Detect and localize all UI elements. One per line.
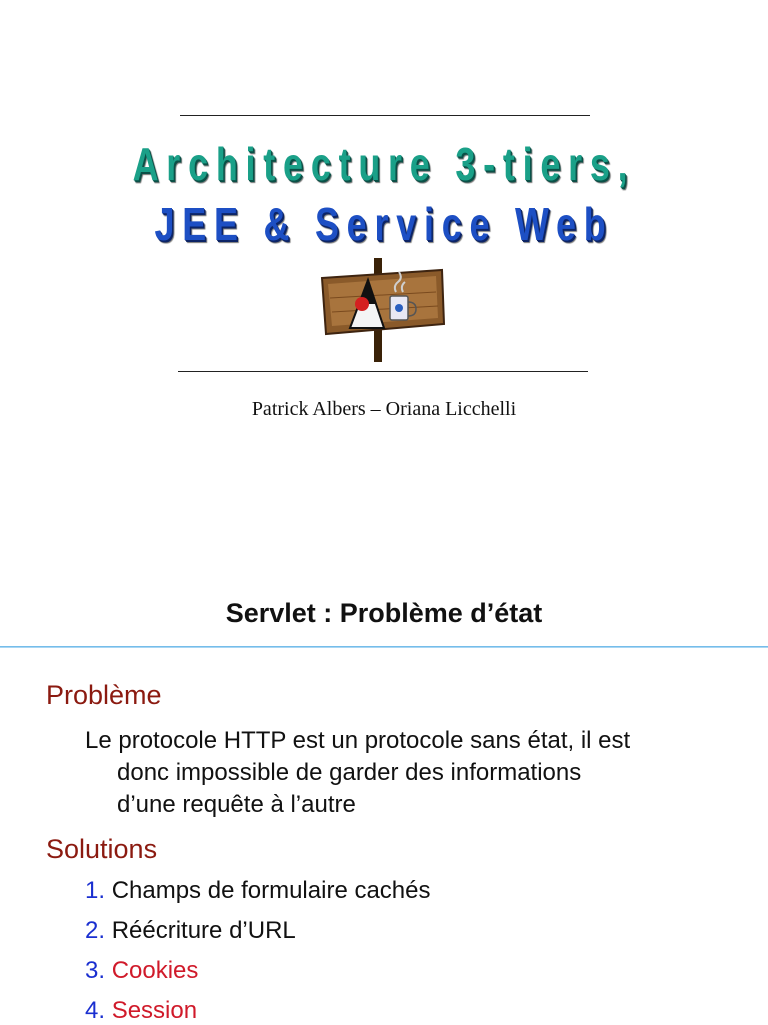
section-heading-probleme: Problème <box>46 680 162 710</box>
presentation-title-line-1: Architecture 3-tiers, <box>132 138 636 190</box>
solution-text: Champs de formulaire cachés <box>111 877 431 904</box>
solution-item <box>85 957 198 985</box>
solution-text: Session <box>111 997 198 1024</box>
solution-item <box>85 917 296 945</box>
solution-number: 2. <box>85 917 112 944</box>
slide-title: Servlet : Problème d’état <box>225 598 543 628</box>
authors: Patrick Albers – Oriana Licchelli <box>251 398 517 420</box>
probleme-paragraph <box>85 725 745 821</box>
solution-number: 3. <box>85 957 112 984</box>
title-divider <box>0 646 768 648</box>
section-heading-solutions: Solutions <box>46 834 158 864</box>
bottom-rule <box>178 371 588 372</box>
solution-text: Réécriture d’URL <box>111 917 296 944</box>
solution-item <box>85 877 431 905</box>
solution-number: 4. <box>85 997 112 1024</box>
java-duke-wooden-sign-icon <box>318 258 446 362</box>
probleme-line: donc impossible de garder des informations <box>117 759 582 786</box>
probleme-line: d’une requête à l’autre <box>117 791 356 818</box>
solution-number: 1. <box>85 877 112 904</box>
solution-text: Cookies <box>111 957 199 984</box>
presentation-title-line-2: JEE & Service Web <box>154 198 614 250</box>
top-rule <box>180 115 590 116</box>
probleme-line: Le protocole HTTP est un protocole sans état, il est <box>85 727 631 754</box>
solution-item <box>85 997 197 1025</box>
